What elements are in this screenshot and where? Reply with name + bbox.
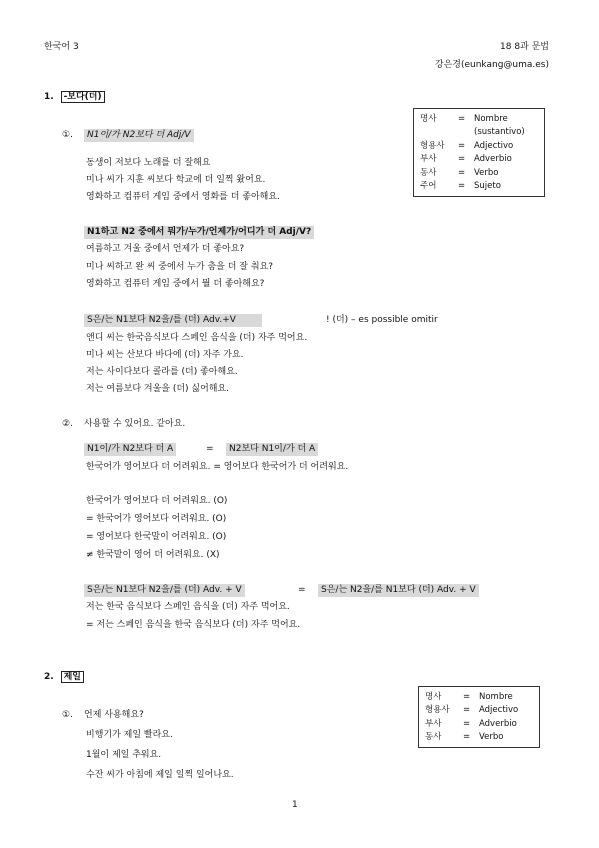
example-line: = 한국어가 영어보다 어려워요. (O) <box>86 514 227 524</box>
legend-row <box>420 180 538 194</box>
legend-eq: = <box>458 154 466 165</box>
section-title: 제일 <box>61 671 84 683</box>
legend-value: Adverbio <box>474 154 512 165</box>
legend-key: 명사 <box>425 691 442 702</box>
section-number: 2. <box>44 672 54 682</box>
legend-eq: = <box>463 732 471 743</box>
legend-key: 동사 <box>420 167 437 178</box>
subsection-1-marker: ①. <box>62 710 73 720</box>
page-number: 1 <box>292 800 298 810</box>
legend-value: Adjectivo <box>474 140 514 151</box>
example-line: 앤디 씨는 한국음식보다 스페인 음식을 (더) 자주 먹어요. <box>86 333 308 343</box>
lesson-title: 18 8과 문법 <box>500 42 549 52</box>
example-line: 1월이 제일 추워요. <box>86 750 162 760</box>
example-line: 비행기가 제일 빨라요. <box>86 730 173 740</box>
section-2-heading <box>44 672 84 683</box>
legend-value: Verbo <box>479 732 504 743</box>
legend-value: Adjectivo <box>479 705 519 716</box>
example-line: 저는 한국 음식보다 스페인 음식을 (더) 자주 먹어요. <box>86 602 290 612</box>
legend-value: Nombre <box>474 113 508 124</box>
example-line: 미나 씨는 산보다 바다에 (더) 자주 가요. <box>86 350 244 360</box>
legend-key: 형용사 <box>425 705 450 716</box>
example-line: 영화하고 컴퓨터 게임 중에서 영화를 더 좋아해요. <box>86 192 280 202</box>
course-title: 한국어 3 <box>44 42 79 52</box>
legend-box-1 <box>413 108 545 197</box>
section-1-heading <box>44 92 105 103</box>
pattern-box: S은/는 N1보다 N2을/를 (더) Adv. + V <box>84 584 245 597</box>
legend-row <box>425 690 533 704</box>
legend-eq: = <box>458 181 466 192</box>
example-line: 수잔 씨가 아침에 제일 일찍 일어나요. <box>86 770 234 780</box>
example-line: 한국어가 영어보다 더 어려워요. (O) <box>86 496 228 506</box>
legend-box-2 <box>418 686 540 748</box>
example-line: = 저는 스페인 음식을 한국 음식보다 (더) 자주 먹어요. <box>86 620 301 630</box>
example-line: 저는 여름보다 겨울을 (더) 싫어해요. <box>86 384 230 394</box>
legend-key: 주어 <box>420 181 437 192</box>
legend-row <box>420 139 538 153</box>
subsection-1-marker: ①. <box>62 130 73 140</box>
example-line: 저는 사이다보다 콜라를 (더) 좋아해요. <box>86 367 238 377</box>
legend-key: 동사 <box>425 732 442 743</box>
legend-eq: = <box>463 705 471 716</box>
legend-row <box>425 731 533 745</box>
pattern-box: N1이/가 N2보다 더 A <box>84 443 176 456</box>
example-line: 여름하고 겨울 중에서 언제가 더 좋아요? <box>86 244 245 254</box>
pattern-box: S은/는 N2을/를 N1보다 (더) Adv. + V <box>318 584 479 597</box>
section-title: -보다(더) <box>61 91 105 103</box>
pattern-box: N1이/가 N2보다 더 Adj/V <box>84 129 194 142</box>
example-line: ≠ 한국말이 영어 더 어려워요. (X) <box>86 550 220 560</box>
author: 강은경(eunkang@uma.es) <box>434 60 549 70</box>
example-line: 미나 씨하고 완 씨 중에서 누가 춤을 더 잘 춰요? <box>86 262 274 272</box>
legend-row <box>420 112 538 126</box>
legend-row <box>425 717 533 731</box>
equals-sign: = <box>298 585 306 595</box>
legend-key: 명사 <box>420 113 437 124</box>
example-line: 미나 씨가 지훈 씨보다 학교에 더 일찍 왔어요. <box>86 175 266 185</box>
example-line: 영화하고 컴퓨터 게임 중에서 뭘 더 좋아해요? <box>86 279 265 289</box>
subsection-heading: 사용할 수 있어요. 같아요. <box>84 419 186 429</box>
legend-row <box>425 704 533 718</box>
legend-key: 형용사 <box>420 140 445 151</box>
legend-key: 부사 <box>420 154 437 165</box>
legend-value-extra: (sustantivo) <box>474 127 525 138</box>
equals-sign: = <box>206 444 214 454</box>
legend-key: 부사 <box>425 718 442 729</box>
legend-eq: = <box>463 691 471 702</box>
example-line: = 영어보다 한국말이 어려워요. (O) <box>86 532 227 542</box>
legend-eq: = <box>458 140 466 151</box>
legend-row <box>420 166 538 180</box>
legend-row <box>420 153 538 167</box>
legend-value: Verbo <box>474 167 499 178</box>
legend-eq: = <box>458 113 466 124</box>
pattern-box: N1하고 N2 중에서 뭐가/누가/언제가/어디가 더 Adj/V? <box>84 226 314 239</box>
legend-row <box>420 126 538 140</box>
example-line: 동생이 저보다 노래를 더 잘해요 <box>86 158 211 168</box>
legend-eq: = <box>463 718 471 729</box>
subsection-heading: 언제 사용해요? <box>84 710 144 720</box>
pattern-box: S은/는 N1보다 N2을/를 (더) Adv.+V <box>84 314 262 327</box>
pattern-box: N2보다 N1이/가 더 A <box>226 443 318 456</box>
section-number: 1. <box>44 92 54 102</box>
example-line: 한국어가 영어보다 더 어려워요. = 영어보다 한국어가 더 어려워요. <box>86 462 349 472</box>
note: ! (더) – es possible omitir <box>326 315 438 325</box>
legend-value: Sujeto <box>474 181 501 192</box>
legend-value: Nombre <box>479 691 513 702</box>
legend-eq: = <box>458 167 466 178</box>
legend-value: Adverbio <box>479 718 517 729</box>
subsection-2-marker: ②. <box>62 419 73 429</box>
